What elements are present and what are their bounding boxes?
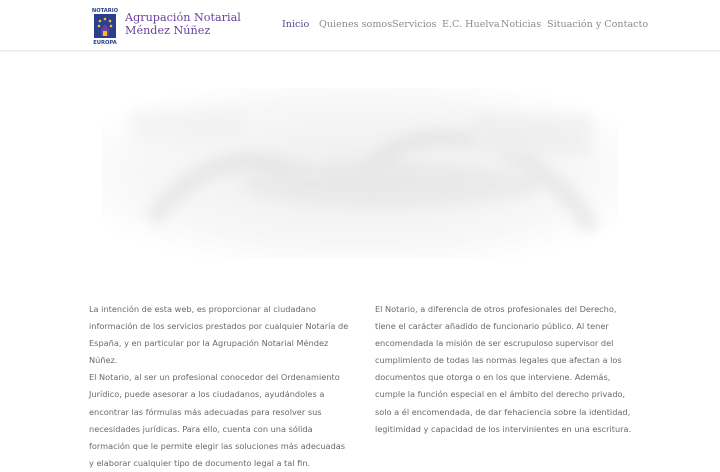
nav-item-noticias[interactable]: Noticias bbox=[501, 19, 542, 30]
nav-item-servicios[interactable]: Servicios bbox=[392, 19, 437, 30]
notary-role-paragraph: El Notario, a diferencia de otros profesionales del Derecho, tiene el carácter añadido de funcionario público. Al tener encomendada la misión de ser escrupuloso supervisor del cumplimiento de todas las normas legales que afectan a los documentos que otorga o en los que interviene. Además, cumple la función especial en el ámbito del derecho privado, solo a él encomendada, de dar fehaciencia sobre la identidad, legitimidad y capacidad de los intervinientes en una escritura. bbox=[375, 304, 632, 434]
intro-column-left bbox=[89, 301, 351, 472]
nav-item-situacion-contacto[interactable]: Situación y Contacto bbox=[547, 19, 649, 30]
nav-item-ec-huelva[interactable]: E.C. Huelva bbox=[442, 19, 500, 30]
logo-top-text: NOTARIO bbox=[91, 8, 119, 14]
nav-item-inicio[interactable]: Inicio bbox=[282, 19, 310, 30]
hero-faded-photo bbox=[92, 80, 628, 265]
nav-item-quienes-somos[interactable]: Quienes somos bbox=[319, 19, 393, 30]
hero-banner-image bbox=[92, 80, 628, 265]
intro-paragraph-2: El Notario, al ser un profesional conocedor del Ordenamiento Jurídico, puede asesorar a los ciudadanos, ayudándoles a encontrar las fórmulas más adecuadas para resolver sus necesidades jurídicas. Para ello, cuenta con una sólida formación que le permite elegir las soluciones más adecuadas y elaborar cualquier tipo de documento legal a tal fin. bbox=[89, 372, 346, 468]
main-navigation bbox=[0, 19, 720, 33]
site-header bbox=[0, 0, 720, 51]
intro-column-right bbox=[375, 301, 637, 438]
logo-bottom-text: EUROPA bbox=[93, 40, 117, 46]
brand-line-2: Méndez Núñez bbox=[125, 23, 211, 37]
brand-line-1: Agrupación Notarial bbox=[125, 11, 241, 24]
intro-paragraph-1: La intención de esta web, es proporcionar al ciudadano información de los servicios prestados por cualquier Notaría de España, y en particular por la Agrupación Notarial Méndez Núñez. bbox=[89, 304, 349, 366]
